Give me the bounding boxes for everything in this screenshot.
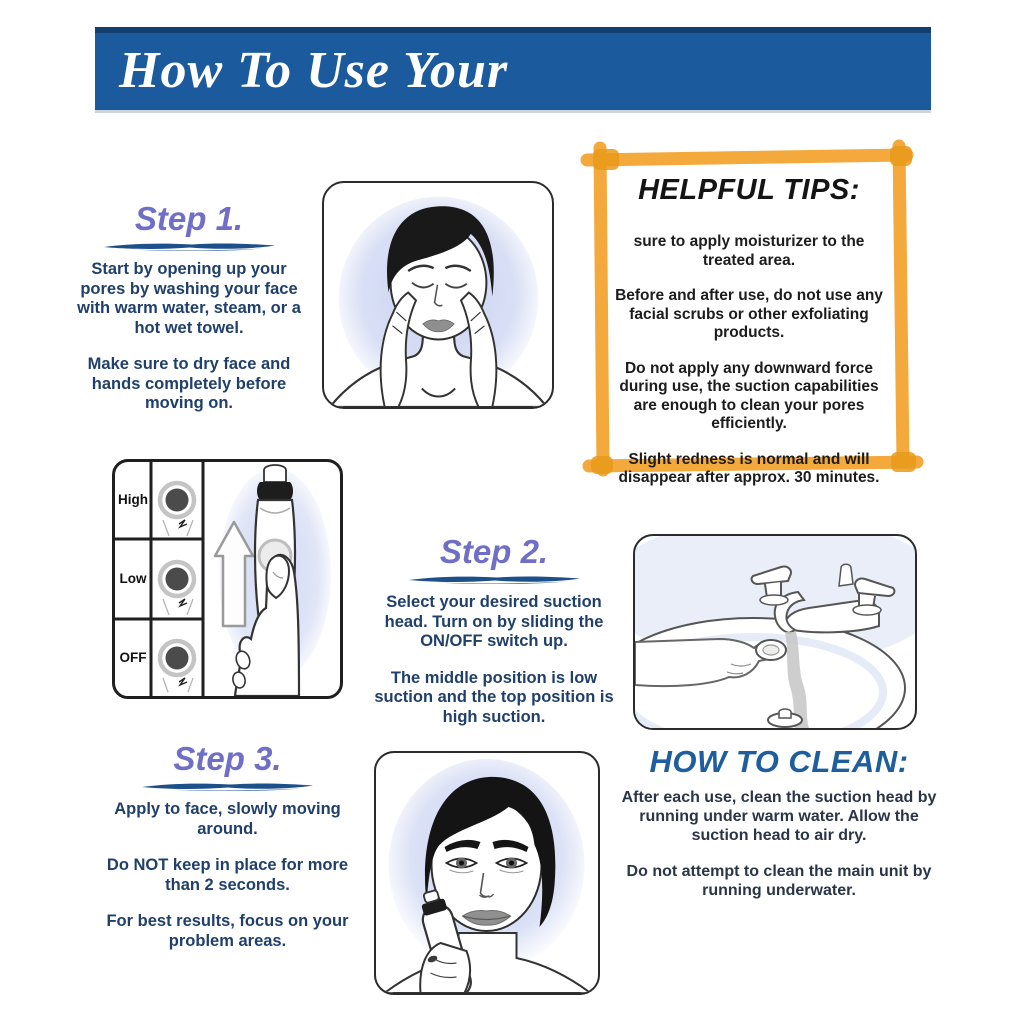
tips-paragraph-1: sure to apply moisturizer to the treated area. xyxy=(633,233,865,269)
step1-paragraph-1: Start by opening up your pores by washing your face with warm water, steam, or a hot wet towel. xyxy=(77,260,301,337)
sink-faucet-icon xyxy=(635,536,915,728)
clean-title: HOW TO CLEAN: xyxy=(649,744,909,779)
clean-paragraph-1: After each use, clean the suction head by running under warm water. Allow the suction head to air dry. xyxy=(621,789,937,844)
step1-heading: Step 1. xyxy=(134,200,244,237)
face-device-icon xyxy=(376,753,598,993)
title-banner xyxy=(95,27,931,113)
face-washing-icon xyxy=(324,183,552,407)
step1-paragraph-2: Make sure to dry face and hands completely before moving on. xyxy=(87,355,291,412)
step2-paragraph-1: Select your desired suction head. Turn on by sliding the ON/OFF switch up. xyxy=(384,593,604,650)
switch-position-high-label: High xyxy=(118,492,148,507)
device-on-face-illustration xyxy=(374,751,600,995)
tips-paragraph-2: Before and after use, do not use any facial scrubs or other exfoliating products. xyxy=(615,287,883,341)
step3-paragraph-3: For best results, focus on your problem areas. xyxy=(106,912,349,950)
step2-text-block xyxy=(370,533,618,744)
brush-underline xyxy=(140,781,315,791)
step3-heading: Step 3. xyxy=(173,740,282,777)
sink-rinsing-illustration xyxy=(633,534,917,730)
switch-position-low-label: Low xyxy=(119,571,147,586)
device-switch-panel xyxy=(112,459,343,699)
step2-heading: Step 2. xyxy=(439,533,549,570)
step1-text-block xyxy=(70,200,308,431)
brush-underline xyxy=(407,574,582,584)
switch-position-off-label: OFF xyxy=(119,650,147,665)
helpful-tips-box xyxy=(583,146,915,486)
tips-paragraph-4: Slight redness is normal and will disappear after approx. 30 minutes. xyxy=(618,450,880,486)
how-to-clean-block xyxy=(618,744,940,917)
brush-underline xyxy=(102,241,277,251)
clean-paragraph-2: Do not attempt to clean the main unit by running underwater. xyxy=(626,863,932,899)
step2-paragraph-2: The middle position is low suction and the top position is high suction. xyxy=(374,668,614,726)
step3-paragraph-1: Apply to face, slowly moving around. xyxy=(114,800,341,838)
page-title: How To Use Your xyxy=(119,42,509,99)
face-washing-illustration xyxy=(322,181,554,409)
step3-paragraph-2: Do NOT keep in place for more than 2 seconds. xyxy=(106,856,349,894)
tips-title: HELPFUL TIPS: xyxy=(638,174,860,206)
step3-text-block xyxy=(100,740,355,968)
tips-paragraph-3: Do not apply any downward force during use, the suction capabilities are enough to clean your pores efficiently. xyxy=(619,359,879,432)
